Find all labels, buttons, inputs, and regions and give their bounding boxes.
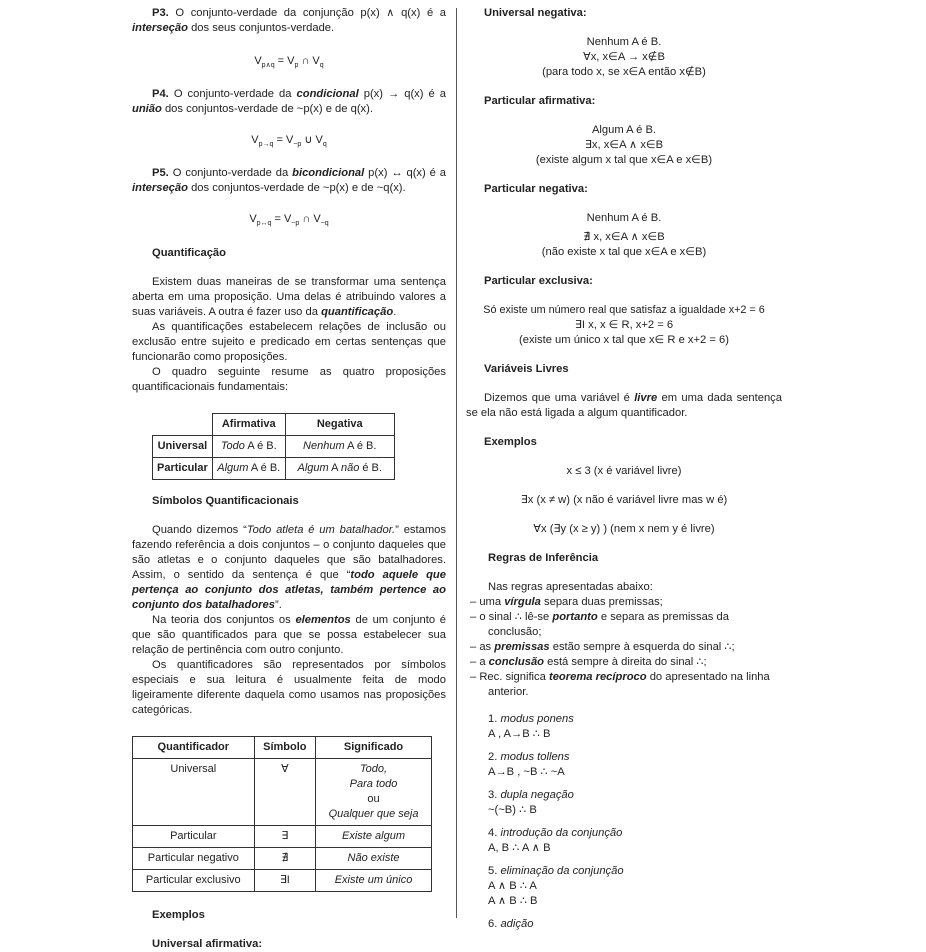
paragraph: As quantificações estabelecem relações de inclusão ou exclusão entre sujeito e predicado em certas sentenças que funcionarão como proposições. — [132, 320, 446, 363]
example-block: Algum A é B. ∃x, x∈A ∧ x∈B (existe algum x tal que x∈A e x∈B) — [535, 124, 713, 166]
section-heading-exemplos: Exemplos — [152, 908, 205, 921]
list-item: – a conclusão está sempre à direita do sinal ∴; — [470, 656, 707, 668]
paragraph: Quando dizemos “Todo atleta é um batalhador.” estamos fazendo referência a dois conjuntos – o conjunto daqueles que são atletas e o conjunto daqueles que são batalhadores. Assim, o sentido da sentença é que “todo aquele que pertença ao conjunto dos atletas, também pertence ao conjunto dos batalhadores”. — [132, 523, 446, 611]
section-heading-variaveis-livres: Variáveis Livres — [484, 363, 569, 375]
section-heading-regras: Regras de Inferência — [488, 552, 599, 564]
paragraph: Os quantificadores são representados por símbolos especiais e sua leitura é usualmente feita de modo ligeiramente diferente daquela como usamos nas proposições categóricas. — [132, 658, 446, 716]
right-column — [466, 0, 782, 932]
rule-item: 1. modus ponens A , A→B ∴ B — [488, 713, 574, 740]
example-block: Só existe um número real que satisfaz a igualdade x+2 = 6 ∃I x, x ∈ R, x+2 = 6 (existe um único x tal que x∈ R e x+2 = 6) — [483, 304, 765, 346]
property-p3: P3. O conjunto-verdade da conjunção p(x) ∧ q(x) é a interseção dos seus conjuntos-verdade. — [132, 7, 446, 34]
section-heading-quantificacao: Quantificação — [152, 246, 226, 259]
paragraph: Existem duas maneiras de se transformar uma sentença aberta em uma proposição. Uma delas é atribuindo valores a suas variáveis. A outra é fazer uso da quantificação. — [132, 275, 446, 318]
left-column — [132, 0, 446, 952]
section-heading-particular-afirmativa: Particular afirmativa: — [484, 95, 596, 107]
example-line: x ≤ 3 (x é variável livre) — [566, 465, 682, 477]
property-p5: P5. O conjunto-verdade da bicondicional p(x) ↔ q(x) é a interseção dos conjuntos-verdade de ~p(x) e de ~q(x). — [132, 167, 447, 195]
column-divider — [456, 8, 457, 918]
paragraph: Na teoria dos conjuntos os elementos de um conjunto é que são quantificados para que se possa estabelecer sua relação de pertinência com outro conjunto. — [132, 613, 447, 656]
bullet-list — [466, 595, 782, 700]
list-item: – uma vírgula separa duas premissas; — [470, 596, 663, 608]
section-heading-exemplos-right: Exemplos — [484, 436, 537, 448]
rule-item: 2. modus tollens A→B , ~B ∴ ~A — [488, 751, 570, 778]
formula-conditional: $V_{p\to q} = V_{\sim p}$ ∪ $V_q$ — [251, 134, 327, 149]
section-heading-universal-afirmativa: Universal afirmativa: — [152, 937, 263, 950]
example-line: ∀x (∃y (x ≥ y) ) (nem x nem y é livre) — [533, 523, 715, 535]
formula-biconditional: $V_{p\leftrightarrow q} = V_{\sim p}$ ∩ $V_{\sim q}$ — [249, 213, 329, 228]
table-row: Particular Algum A é B. Algum A não é B. — [153, 457, 395, 479]
rule-item: 5. eliminação da conjunção A ∧ B ∴ A A ∧ B ∴ B — [488, 865, 624, 907]
list-item: – o sinal ∴ lê-se portanto e separa as premissas da conclusão; — [470, 611, 729, 638]
section-heading-simbolos: Símbolos Quantificacionais — [152, 494, 299, 507]
section-heading-universal-negativa: Universal negativa: — [484, 7, 587, 19]
list-item: – Rec. significa teorema recíproco do apresentado na linha anterior. — [470, 671, 770, 698]
quantification-table: Afirmativa Negativa Universal Todo A é B. Nenhum A é B. Particular Algum A é B. Algum A não é B. — [152, 413, 395, 480]
inference-rules — [488, 712, 782, 932]
table-row: Particular ∃ Existe algum — [133, 825, 432, 847]
rule-item: 3. dupla negação ~(~B) ∴ B — [488, 789, 574, 816]
rule-item: 6. adição — [488, 918, 534, 930]
section-heading-particular-exclusiva: Particular exclusiva: — [484, 275, 593, 287]
quantifier-symbols-table: Quantificador Símbolo Significado Universal ∀ Todo, Para todo ou Qualquer que seja Particular ∃ Existe algum Particular negativo ∄ Não existe Particular exclusivo ∃I Existe um único — [132, 736, 432, 892]
table-row: Universal Todo A é B. Nenhum A é B. — [153, 435, 395, 457]
table-row: Particular exclusivo ∃I Existe um único — [133, 869, 432, 891]
example-line: ∃x (x ≠ w) (x não é variável livre mas w é) — [520, 494, 728, 506]
example-block: Nenhum A é B. ∀x, x∈A → x∉B (para todo x, se x∈A então x∉B) — [542, 36, 706, 78]
paragraph: O quadro seguinte resume as quatro proposições quantificacionais fundamentais: — [132, 365, 446, 393]
section-heading-particular-negativa: Particular negativa: — [484, 183, 588, 195]
rule-item: 4. introdução da conjunção A, B ∴ A ∧ B — [488, 827, 623, 854]
rules-intro: Nas regras apresentadas abaixo: — [488, 581, 653, 593]
example-block: Nenhum A é B. ∄ x, x∈A ∧ x∈B (não existe x tal que x∈A e x∈B) — [541, 212, 707, 258]
formula-conjunction: $V_{p\wedge q} = V_p$ ∩ $V_q$ — [254, 55, 324, 70]
list-item: – as premissas estão sempre à esquerda do sinal ∴; — [470, 641, 735, 653]
table-row: Universal ∀ Todo, Para todo ou Qualquer que seja — [133, 758, 432, 825]
property-p4: P4. O conjunto-verdade da condicional p(x) → q(x) é a união dos conjuntos-verdade de ~p(x) e de q(x). — [132, 88, 446, 116]
table-row: Particular negativo ∄ Não existe — [133, 847, 432, 869]
paragraph: Dizemos que uma variável é livre em uma dada sentença se ela não está ligada a algum quantificador. — [466, 392, 782, 419]
